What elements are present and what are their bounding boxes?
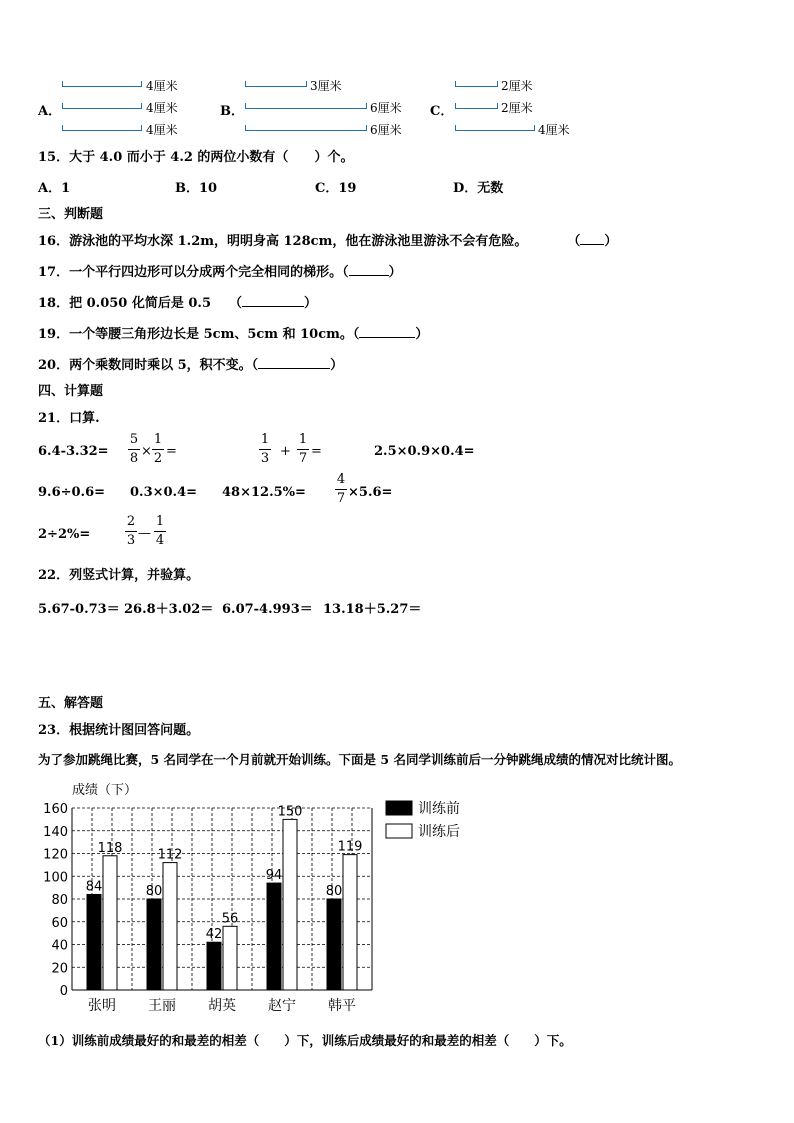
plus-sign: + [280,444,291,459]
denominator: 3 [126,533,136,548]
equals-sign: = [166,444,177,459]
y-tick-label: 60 [51,915,68,931]
y-axis-label: 成绩（下） [72,783,138,798]
bar-value-label: 112 [157,847,183,863]
legend-swatch-after [386,824,412,838]
segment [245,81,307,87]
option-a-letter: A． [38,104,62,119]
question-18: 18．把 0.050 化简后是 0.5 （ ） [38,296,318,311]
section-title: 三、判断题 [38,207,104,222]
bar-value-label: 150 [277,804,303,820]
bar-before-training [327,899,341,990]
calc-item: 26.8＋3.02＝ [124,602,214,617]
denominator: 7 [336,491,346,506]
answer-blank [580,244,604,245]
segment-label: 2厘米 [501,101,533,115]
paren: ） [415,327,429,342]
segment-label: 4厘米 [538,123,570,137]
calc-item: 5.67-0.73＝ [38,602,120,617]
x-category-label: 张明 [88,998,116,1014]
question-19 [38,323,428,342]
paren: ） [388,265,402,280]
fraction [152,432,164,467]
q15-text: 15．大于 4.0 而小于 4.2 的两位小数有（ [38,150,289,165]
y-tick-label: 20 [51,961,68,977]
question-text: 19．一个等腰三角形边长是 5cm、5cm 和 10cm。（ [38,327,360,342]
q15-option-b: B．10 [175,181,218,196]
oral-item: 2.5×0.9×0.4= [374,444,475,459]
denominator: 7 [298,451,308,466]
question-22-title: 22．列竖式计算，并验算。 [38,568,200,583]
bar-after-training [223,926,237,990]
oral-item: 9.6÷0.6= [38,485,106,500]
y-tick-label: 40 [51,938,68,954]
denominator: 4 [155,533,165,548]
times-sign: × [141,444,152,459]
x-category-label: 胡英 [208,998,236,1014]
q15-option-c: C．19 [315,181,357,196]
answer-blank [359,337,415,338]
oral-item: 2÷2%= [38,527,91,542]
segment [245,103,367,109]
q15-option-a: A．1 [38,181,71,196]
segment-label: 4厘米 [146,123,178,137]
section-title: 五、解答题 [38,696,104,711]
x-category-label: 赵宁 [268,998,296,1014]
fraction [335,472,347,507]
question-23-title: 23．根据统计图回答问题。 [38,723,200,738]
denominator: 3 [260,451,270,466]
legend-swatch-before [386,801,412,815]
y-tick-label: 140 [43,824,68,840]
numerator: 2 [126,514,136,529]
bar-value-label: 94 [265,868,283,884]
answer-blank [258,368,330,369]
x-category-label: 韩平 [328,998,356,1014]
y-tick-label: 160 [43,802,68,817]
legend-label-after: 训练后 [418,824,460,840]
x-category-label: 王丽 [148,998,176,1014]
bar-value-label: 42 [205,927,223,943]
question-17 [38,261,402,280]
denominator: 2 [153,451,163,466]
bar-before-training [87,894,101,990]
paren: ） [304,296,318,311]
minus-sign: — [138,526,151,541]
question-23-description: 为了参加跳绳比赛，5 名同学在一个月前就开始训练。下面是 5 名同学训练前后一分钟跳绳成绩的情况对比统计图。 [38,752,681,767]
segment-label: 4厘米 [146,79,178,93]
option-b-letter: B． [220,104,244,119]
q15-text-end: ）个。 [314,150,354,165]
bar-value-label: 56 [221,911,239,927]
segment [62,125,142,131]
numerator: 1 [298,432,308,447]
segment-label: 6厘米 [370,101,402,115]
segment [455,81,498,87]
bar-value-label: 118 [97,840,123,856]
question-text: 18．把 0.050 化简后是 0.5 [38,296,211,311]
segment-label: 4厘米 [146,101,178,115]
bar-value-label: 80 [145,884,163,899]
fraction [297,432,309,467]
segment [62,81,142,87]
fraction [128,432,140,467]
question-15 [38,146,353,165]
bar-after-training [283,819,297,990]
option-c-letter: C． [430,104,454,119]
bar-after-training [163,863,177,990]
question-16: 16．游泳池的平均水深 1.2m，明明身高 128cm，他在游泳池里游泳不会有危险。 （ ） [38,234,618,249]
answer-blank [349,275,389,276]
oral-item: 0.3×0.4= [130,485,198,500]
y-tick-label: 80 [51,893,68,908]
bar-chart [0,770,794,1020]
calc-item: 6.07-4.993＝ [222,602,313,617]
bar-after-training [103,856,117,990]
fraction [125,514,137,549]
question-text: 20．两个乘数同时乘以 5，积不变。（ [38,358,259,373]
answer-blank [242,306,304,307]
y-tick-label: 120 [43,847,68,863]
segment-label: 6厘米 [370,123,402,137]
section-title: 四、计算题 [38,384,104,399]
segment-label: 2厘米 [501,79,533,93]
segment [455,103,498,109]
bar-after-training [343,855,357,990]
fraction [259,432,271,467]
bar-value-label: 119 [337,839,363,855]
oral-item: 6.4-3.32= [38,444,109,459]
denominator: 8 [129,451,139,466]
oral-item: ×5.6= [348,485,393,500]
calc-item: 13.18＋5.27＝ [323,602,422,617]
numerator: 4 [336,472,346,487]
segment-label: 3厘米 [310,79,342,93]
y-tick-label: 100 [43,870,68,886]
legend-label-before: 训练前 [418,801,460,817]
bar-before-training [267,883,281,990]
y-tick-label: 0 [59,984,68,999]
paren: ） [604,234,618,249]
bar-before-training [207,942,221,990]
fraction [154,514,166,549]
equals-sign: = [311,444,322,459]
question-21-title: 21．口算. [38,411,100,426]
numerator: 1 [260,432,270,447]
segment [62,103,142,109]
segment [455,125,535,131]
question-text: 17．一个平行四边形可以分成两个完全相同的梯形。（ [38,265,349,280]
oral-item: 48×12.5%= [222,485,306,500]
numerator: 1 [155,514,165,529]
bar-value-label: 84 [85,879,103,895]
question-23-sub1: （1）训练前成绩最好的和最差的相差（ ）下，训练后成绩最好的和最差的相差（ ）下。 [38,1033,572,1048]
numerator: 5 [129,432,139,447]
bar-value-label: 80 [325,884,343,899]
segment [245,125,367,131]
numerator: 1 [153,432,163,447]
q15-option-d: D．无数 [453,181,504,196]
paren: ） [330,358,344,373]
question-20 [38,354,343,373]
bar-before-training [147,899,161,990]
question-text: 16．游泳池的平均水深 1.2m，明明身高 128cm，他在游泳池里游泳不会有危险。 [38,234,528,249]
